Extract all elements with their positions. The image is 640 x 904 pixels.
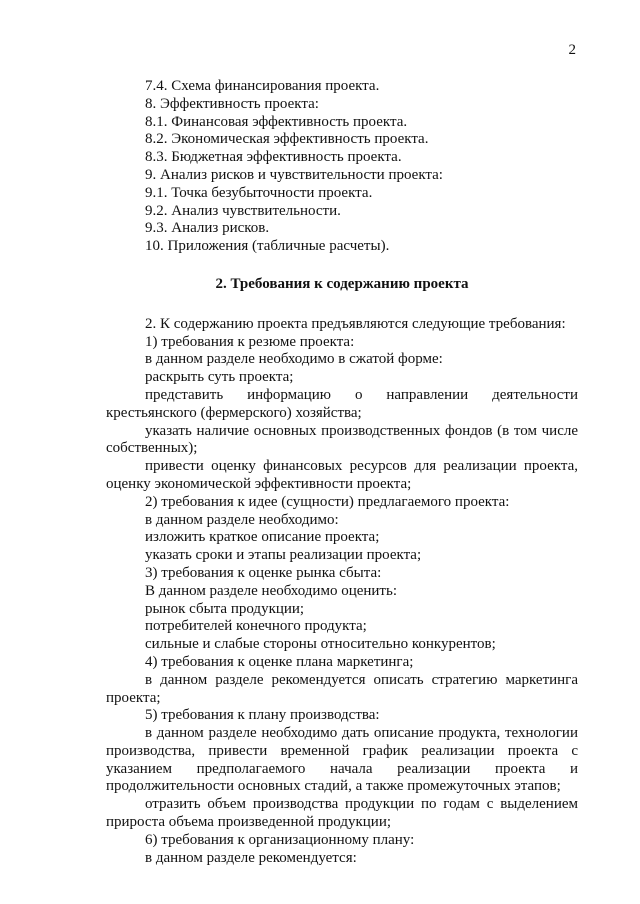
paragraph: привести оценку финансовых ресурсов для реализации проекта, оценку экономической эффективности проекта; xyxy=(106,458,578,492)
paragraph: В данном разделе необходимо оценить: xyxy=(145,582,397,599)
paragraph: в данном разделе необходимо дать описание продукта, технологии производства, привести временной график реализации проекта с указанием предполагаемого начала реализации проекта и продолжительности основных стадий, а также промежуточных этапов; xyxy=(106,725,578,795)
section-heading: 2. Требования к содержанию проекта xyxy=(215,275,469,292)
paragraph: отразить объем производства продукции по годам с выделением прироста объема произведенной продукции; xyxy=(106,796,578,831)
paragraph: в данном разделе рекомендуется: xyxy=(145,849,357,866)
page-content xyxy=(106,78,578,867)
paragraph: в данном разделе необходимо: xyxy=(145,511,339,528)
toc-item: 8.1. Финансовая эффективность проекта. xyxy=(145,113,408,130)
paragraph: 3) требования к оценке рынка сбыта: xyxy=(145,564,382,581)
paragraph: в данном разделе рекомендуется описать стратегию маркетинга проекта; xyxy=(106,671,578,706)
paragraph: сильные и слабые стороны относительно конкурентов; xyxy=(145,636,496,653)
toc-item: 8.2. Экономическая эффективность проекта. xyxy=(145,131,429,148)
paragraph: 5) требования к плану производства: xyxy=(145,707,380,724)
paragraph: указать наличие основных производственных фондов (в том числе собственных); xyxy=(106,422,578,457)
toc-item: 7.4. Схема финансирования проекта. xyxy=(145,78,380,94)
paragraph: представить информацию о направлении деятельности крестьянского (фермерского) хозяйства; xyxy=(106,386,578,421)
paragraph: 2. К содержанию проекта предъявляются следующие требования: xyxy=(145,315,566,332)
body-text xyxy=(106,316,578,868)
paragraph: 2) требования к идее (сущности) предлагаемого проекта: xyxy=(145,493,510,510)
paragraph: 4) требования к оценке плана маркетинга; xyxy=(145,653,414,670)
toc-item: 8.3. Бюджетная эффективность проекта. xyxy=(145,149,402,166)
toc-item: 8. Эффективность проекта: xyxy=(145,95,319,112)
paragraph: изложить краткое описание проекта; xyxy=(145,529,380,546)
paragraph: рынок сбыта продукции; xyxy=(145,600,305,617)
page-number: 2 xyxy=(568,42,576,58)
toc-item: 9.1. Точка безубыточности проекта. xyxy=(145,184,373,201)
toc-item: 9. Анализ рисков и чувствительности проекта: xyxy=(145,166,443,183)
toc-item: 9.3. Анализ рисков. xyxy=(145,220,270,237)
paragraph: 1) требования к резюме проекта: xyxy=(145,333,355,350)
paragraph: раскрыть суть проекта; xyxy=(145,369,294,386)
paragraph: указать сроки и этапы реализации проекта; xyxy=(145,547,422,564)
toc-item: 10. Приложения (табличные расчеты). xyxy=(145,238,390,255)
paragraph: 6) требования к организационному плану: xyxy=(145,831,415,848)
paragraph: в данном разделе необходимо в сжатой форме: xyxy=(145,351,443,368)
toc-list xyxy=(106,78,578,256)
paragraph: потребителей конечного продукта; xyxy=(145,618,367,635)
toc-item: 9.2. Анализ чувствительности. xyxy=(145,202,341,219)
